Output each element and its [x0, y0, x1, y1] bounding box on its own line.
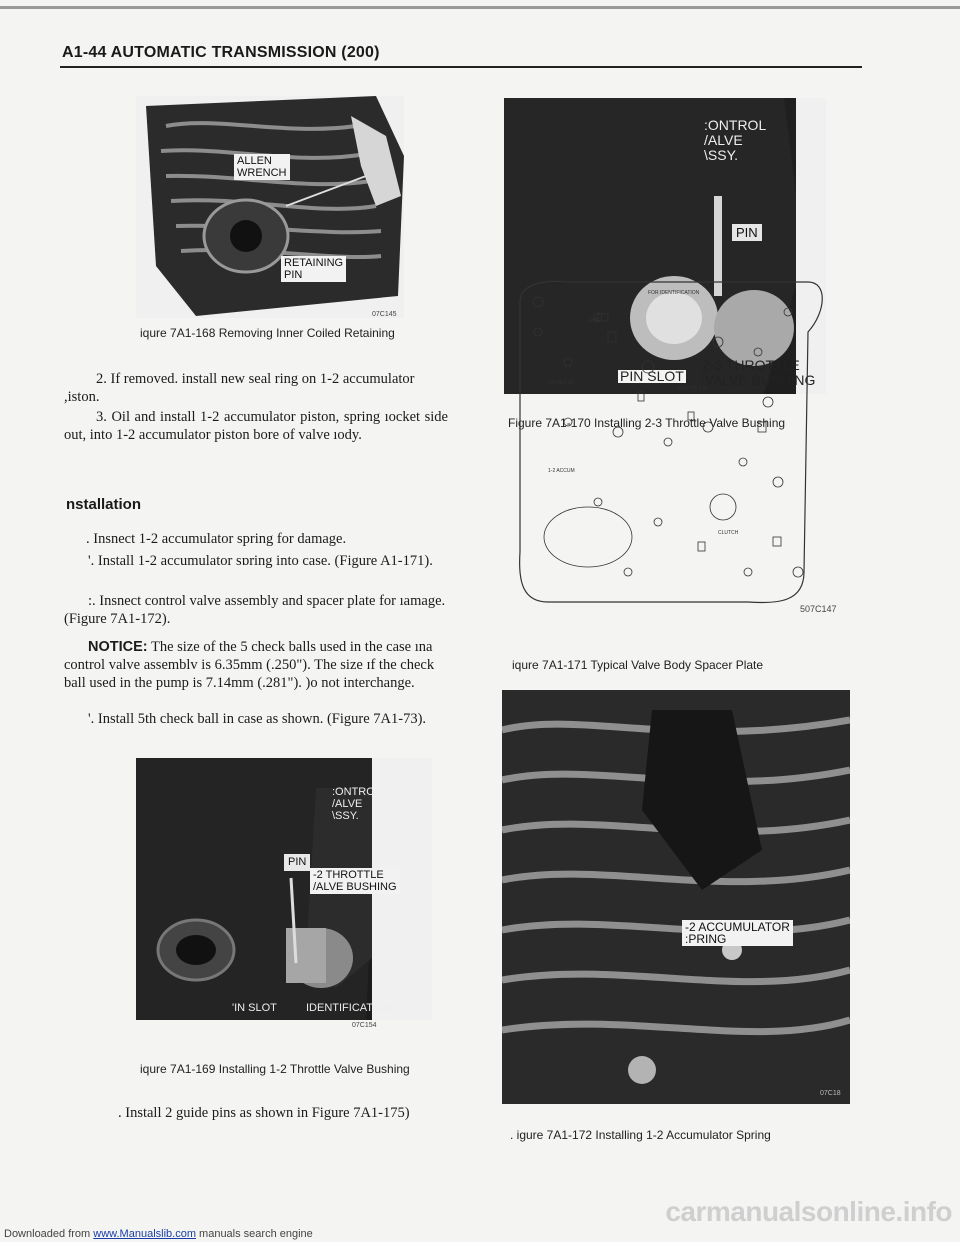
- diagram-label-lo-rev: LO-REV CL: [548, 380, 575, 386]
- figure-172-image: [502, 690, 850, 1104]
- figure-168-image: [136, 96, 404, 318]
- figure-170-caption: Figure 7A1-170 Installing 2-3 Throttle Valve Bushing: [508, 416, 786, 430]
- install-step-1: . Insnect 1-2 accumulator spring for damage.: [86, 531, 347, 547]
- diagram-label-line: LINE: [588, 318, 600, 324]
- label-pin-slot-169: 'IN SLOT: [232, 1002, 277, 1014]
- label-control-valve-169: :ONTROL /ALVE \SSY.: [332, 786, 381, 822]
- top-rule: [0, 6, 960, 9]
- notice-block: [64, 638, 448, 692]
- footer-suffix: manuals search engine: [195, 1228, 313, 1240]
- label-control-valve-170: :ONTROL /ALVE \SSY.: [704, 117, 767, 163]
- label-pin-slot-170: PIN SLOT: [620, 368, 684, 384]
- diagram-label-clutch: CLUTCH: [718, 530, 739, 536]
- step-3: 3. Oil and install 1-2 accumulator piston, spring ıocket side out, into 1-2 accumulator piston bore of valve ıody.: [64, 409, 448, 443]
- diagram-label-id: FOR IDENTIFICATION: [648, 290, 700, 296]
- figure-172-caption: . igure 7A1-172 Installing 1-2 Accumulator Spring: [510, 1128, 771, 1142]
- step-2: 2. If removed. install new seal ring on 1-2 accumulator ,iston.: [64, 371, 415, 405]
- manualslib-link[interactable]: www.Manualslib.com: [93, 1228, 196, 1240]
- label-allen-wrench: ALLEN WRENCH: [234, 154, 290, 180]
- figure-171-code: 507C147: [800, 604, 837, 614]
- figure-171-caption: iqure 7A1-171 Typical Valve Body Spacer Plate: [512, 658, 764, 672]
- label-pin-169: PIN: [284, 854, 310, 871]
- label-throttle-169: -2 THROTTLE /ALVE BUSHING: [310, 868, 400, 894]
- spacer-plate-drawing: [508, 272, 850, 620]
- notice-label: NOTICE:: [88, 639, 148, 655]
- guide-pins-step: . Install 2 guide pins as shown in Figure 7A1-175): [118, 1105, 410, 1121]
- label-pin-170: PIN: [732, 224, 762, 241]
- figure-168-code: 07C145: [372, 311, 397, 318]
- watermark: carmanualsonline.info: [665, 1196, 952, 1227]
- installation-heading: nstallation: [66, 496, 142, 513]
- notice-text: The size of the 5 check balls used in the case ına control valve assemblv is 6.35mm (.250"). The size ɪf the check ball used in the pump is 7.14mm (.281"). )o not interchange.: [64, 639, 435, 691]
- label-throttle-170: 2-3 THROTTLE 'VALVE BUSHING: [702, 357, 816, 388]
- figure-169-photo: [136, 758, 432, 1020]
- label-accumulator-spring: -2 ACCUMULATOR :PRING: [682, 920, 793, 946]
- install-step-4: '. Install 5th check ball in case as shown. (Figure 7A1-73).: [88, 711, 427, 727]
- figure-168-photo: [136, 96, 404, 318]
- install-step-2: '. Install 1-2 accumulator sɒring into case. (Figure A1-171).: [88, 553, 433, 569]
- figure-169-code: 07C154: [352, 1022, 377, 1029]
- figure-172-code: 07C18: [820, 1090, 841, 1097]
- install-step-3: :. Insnect control valve assembly and spacer plate for ıamage. (Figure 7A1-172).: [64, 593, 446, 627]
- figure-172-photo: [502, 690, 850, 1104]
- figure-171-diagram: [508, 272, 850, 620]
- footer-prefix: Downloaded from: [4, 1228, 94, 1240]
- diagram-label-accum: 1-2 ACCUM: [548, 468, 575, 474]
- figure-169-caption: iqure 7A1-169 Installing 1-2 Throttle Valve Bushing: [140, 1062, 410, 1076]
- header-rule: [60, 66, 862, 68]
- diagram-label-gov: GOV TO 2-3: [678, 386, 706, 392]
- footer-download-note: [4, 1228, 313, 1240]
- page-header: A1-44 AUTOMATIC TRANSMISSION (200): [62, 44, 380, 61]
- label-retaining-pin: RETAINING PIN: [281, 256, 346, 282]
- label-identification-169: IDENTIFICATION: [306, 1002, 393, 1014]
- figure-168-caption: iqure 7A1-168 Removing Inner Coiled Retaining: [140, 326, 395, 340]
